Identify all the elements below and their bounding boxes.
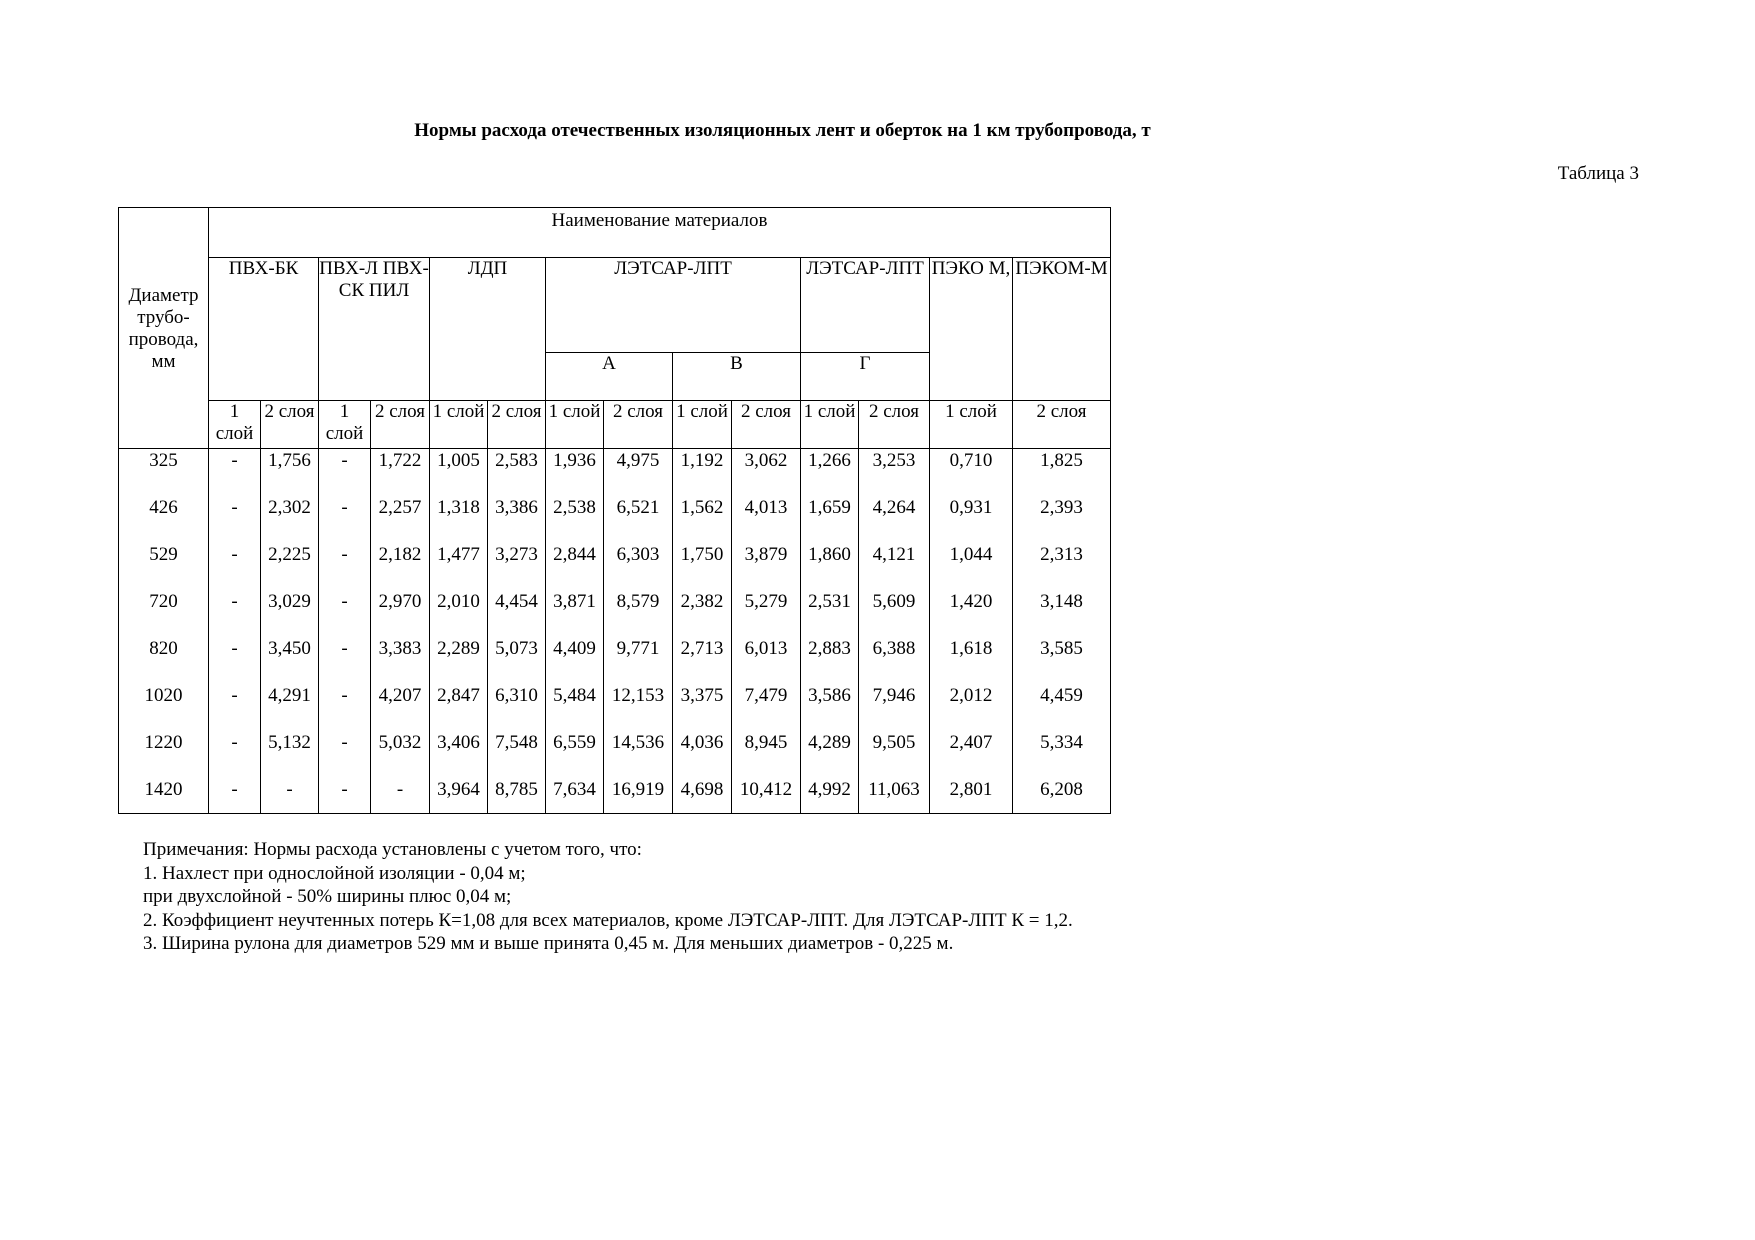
- value-cell: -: [209, 496, 261, 543]
- layer-header: 2 слоя: [732, 401, 801, 449]
- materials-header: Наименование материалов: [209, 208, 1111, 258]
- value-cell: -: [319, 778, 371, 814]
- value-cell: 2,583: [488, 449, 546, 497]
- value-cell: 2,713: [673, 637, 732, 684]
- value-cell: 6,208: [1013, 778, 1111, 814]
- value-cell: 1,618: [930, 637, 1013, 684]
- value-cell: -: [209, 449, 261, 497]
- value-cell: 1,750: [673, 543, 732, 590]
- value-cell: 1,936: [546, 449, 604, 497]
- value-cell: 3,273: [488, 543, 546, 590]
- value-cell: 5,132: [261, 731, 319, 778]
- notes-block: [143, 838, 1073, 956]
- value-cell: -: [319, 496, 371, 543]
- value-cell: 3,585: [1013, 637, 1111, 684]
- value-cell: 2,883: [801, 637, 859, 684]
- layer-header: 2 слоя: [261, 401, 319, 449]
- subgroup-a: А: [546, 353, 673, 401]
- value-cell: 7,946: [859, 684, 930, 731]
- value-cell: 1,318: [430, 496, 488, 543]
- document-title-text: Нормы расхода отечественных изоляционных лент и оберток на 1 км трубопровода, т: [414, 120, 1151, 141]
- table-row: [119, 496, 1111, 543]
- value-cell: -: [209, 590, 261, 637]
- value-cell: -: [319, 590, 371, 637]
- value-cell: 2,010: [430, 590, 488, 637]
- layer-header: 1 слой: [801, 401, 859, 449]
- value-cell: 8,579: [604, 590, 673, 637]
- layer-header: 1 слой: [673, 401, 732, 449]
- note-line: 3. Ширина рулона для диаметров 529 мм и выше принята 0,45 м. Для меньших диаметров - 0,225 м.: [143, 933, 954, 954]
- value-cell: 4,013: [732, 496, 801, 543]
- table-row: [119, 590, 1111, 637]
- value-cell: 1,192: [673, 449, 732, 497]
- value-cell: 7,634: [546, 778, 604, 814]
- document-title: [0, 120, 1755, 142]
- table-row: [119, 731, 1111, 778]
- norms-table: [118, 207, 1111, 814]
- value-cell: 3,062: [732, 449, 801, 497]
- value-cell: 3,386: [488, 496, 546, 543]
- table-row: [119, 449, 1111, 497]
- layer-header: 2 слоя: [604, 401, 673, 449]
- diameter-cell: 426: [119, 496, 209, 543]
- material-pvx-l: ПВХ-Л ПВХ-СК ПИЛ: [319, 258, 430, 401]
- value-cell: 3,586: [801, 684, 859, 731]
- value-cell: 2,970: [371, 590, 430, 637]
- layer-header: 1 слой: [319, 401, 371, 449]
- value-cell: -: [209, 731, 261, 778]
- value-cell: 2,289: [430, 637, 488, 684]
- value-cell: -: [209, 778, 261, 814]
- value-cell: 3,964: [430, 778, 488, 814]
- value-cell: -: [209, 684, 261, 731]
- table-row: [119, 684, 1111, 731]
- value-cell: 2,182: [371, 543, 430, 590]
- value-cell: 1,825: [1013, 449, 1111, 497]
- value-cell: -: [371, 778, 430, 814]
- value-cell: 2,257: [371, 496, 430, 543]
- value-cell: 5,334: [1013, 731, 1111, 778]
- subgroup-g: Г: [801, 353, 930, 401]
- table-row: [119, 637, 1111, 684]
- value-cell: 3,406: [430, 731, 488, 778]
- value-cell: 1,722: [371, 449, 430, 497]
- value-cell: 9,505: [859, 731, 930, 778]
- layer-header: 1 слой: [209, 401, 261, 449]
- value-cell: 7,548: [488, 731, 546, 778]
- note-line: 1. Нахлест при однослойной изоляции - 0,04 м;: [143, 862, 526, 884]
- value-cell: 4,459: [1013, 684, 1111, 731]
- value-cell: -: [209, 543, 261, 590]
- value-cell: 6,310: [488, 684, 546, 731]
- material-ldp: ЛДП: [430, 258, 546, 401]
- layer-header: 1 слой: [430, 401, 488, 449]
- value-cell: 4,289: [801, 731, 859, 778]
- value-cell: 16,919: [604, 778, 673, 814]
- material-pvx-bk: ПВХ-БК: [209, 258, 319, 401]
- value-cell: 1,420: [930, 590, 1013, 637]
- value-cell: 3,375: [673, 684, 732, 731]
- material-letsar-lpt-av: ЛЭТСАР-ЛПТ: [546, 258, 801, 353]
- value-cell: -: [319, 637, 371, 684]
- value-cell: 2,844: [546, 543, 604, 590]
- value-cell: 5,609: [859, 590, 930, 637]
- layer-header: 2 слоя: [1013, 401, 1111, 449]
- value-cell: 1,044: [930, 543, 1013, 590]
- value-cell: 6,303: [604, 543, 673, 590]
- value-cell: 2,393: [1013, 496, 1111, 543]
- value-cell: 3,879: [732, 543, 801, 590]
- value-cell: 8,785: [488, 778, 546, 814]
- value-cell: 4,207: [371, 684, 430, 731]
- value-cell: 2,012: [930, 684, 1013, 731]
- value-cell: 2,302: [261, 496, 319, 543]
- diameter-cell: 820: [119, 637, 209, 684]
- value-cell: -: [319, 731, 371, 778]
- value-cell: 6,521: [604, 496, 673, 543]
- value-cell: 2,382: [673, 590, 732, 637]
- value-cell: 14,536: [604, 731, 673, 778]
- note-line: Примечания: Нормы расхода установлены с учетом того, что:: [143, 839, 642, 860]
- value-cell: 2,225: [261, 543, 319, 590]
- value-cell: 1,756: [261, 449, 319, 497]
- value-cell: 4,698: [673, 778, 732, 814]
- value-cell: 0,710: [930, 449, 1013, 497]
- value-cell: 4,291: [261, 684, 319, 731]
- diameter-cell: 720: [119, 590, 209, 637]
- note-line: при двухслойной - 50% ширины плюс 0,04 м;: [143, 886, 512, 907]
- layer-header: 2 слоя: [488, 401, 546, 449]
- value-cell: 6,013: [732, 637, 801, 684]
- value-cell: 6,388: [859, 637, 930, 684]
- value-cell: 1,860: [801, 543, 859, 590]
- value-cell: -: [209, 637, 261, 684]
- value-cell: 10,412: [732, 778, 801, 814]
- layer-header: 2 слоя: [371, 401, 430, 449]
- value-cell: 1,477: [430, 543, 488, 590]
- value-cell: 2,538: [546, 496, 604, 543]
- value-cell: 5,073: [488, 637, 546, 684]
- value-cell: 4,264: [859, 496, 930, 543]
- value-cell: 2,407: [930, 731, 1013, 778]
- value-cell: 3,148: [1013, 590, 1111, 637]
- value-cell: -: [261, 778, 319, 814]
- value-cell: 3,029: [261, 590, 319, 637]
- value-cell: 1,659: [801, 496, 859, 543]
- value-cell: 4,975: [604, 449, 673, 497]
- value-cell: 9,771: [604, 637, 673, 684]
- value-cell: 4,409: [546, 637, 604, 684]
- diameter-header: Диаметр трубо-провода, мм: [119, 208, 209, 449]
- value-cell: -: [319, 543, 371, 590]
- diameter-cell: 529: [119, 543, 209, 590]
- value-cell: 3,383: [371, 637, 430, 684]
- material-pekom-m: ПЭКОМ-М: [1013, 258, 1111, 401]
- value-cell: 11,063: [859, 778, 930, 814]
- value-cell: 4,454: [488, 590, 546, 637]
- diameter-cell: 325: [119, 449, 209, 497]
- value-cell: 0,931: [930, 496, 1013, 543]
- layer-header: 1 слой: [930, 401, 1013, 449]
- value-cell: 2,313: [1013, 543, 1111, 590]
- value-cell: 7,479: [732, 684, 801, 731]
- material-letsar-lpt-g: ЛЭТСАР-ЛПТ: [801, 258, 930, 353]
- value-cell: 4,121: [859, 543, 930, 590]
- value-cell: -: [319, 684, 371, 731]
- value-cell: 1,266: [801, 449, 859, 497]
- value-cell: 4,036: [673, 731, 732, 778]
- value-cell: 6,559: [546, 731, 604, 778]
- layer-header: 2 слоя: [859, 401, 930, 449]
- material-pekom: ПЭКО М,: [930, 258, 1013, 401]
- value-cell: 5,032: [371, 731, 430, 778]
- table-row: [119, 543, 1111, 590]
- value-cell: 5,484: [546, 684, 604, 731]
- value-cell: 1,562: [673, 496, 732, 543]
- value-cell: 5,279: [732, 590, 801, 637]
- diameter-cell: 1020: [119, 684, 209, 731]
- subgroup-v: В: [673, 353, 801, 401]
- value-cell: 12,153: [604, 684, 673, 731]
- table-row: [119, 778, 1111, 814]
- value-cell: 2,801: [930, 778, 1013, 814]
- value-cell: 3,871: [546, 590, 604, 637]
- table-body: [119, 449, 1111, 814]
- diameter-cell: 1220: [119, 731, 209, 778]
- value-cell: 8,945: [732, 731, 801, 778]
- value-cell: -: [319, 449, 371, 497]
- value-cell: 3,253: [859, 449, 930, 497]
- note-line: 2. Коэффициент неучтенных потерь К=1,08 для всех материалов, кроме ЛЭТСАР-ЛПТ. Для ЛЭТСАР-ЛПТ К = 1,2.: [143, 909, 1073, 931]
- layer-header: 1 слой: [546, 401, 604, 449]
- value-cell: 2,531: [801, 590, 859, 637]
- table-number-label: Таблица 3: [1557, 163, 1639, 184]
- value-cell: 3,450: [261, 637, 319, 684]
- value-cell: 4,992: [801, 778, 859, 814]
- value-cell: 1,005: [430, 449, 488, 497]
- diameter-cell: 1420: [119, 778, 209, 814]
- value-cell: 2,847: [430, 684, 488, 731]
